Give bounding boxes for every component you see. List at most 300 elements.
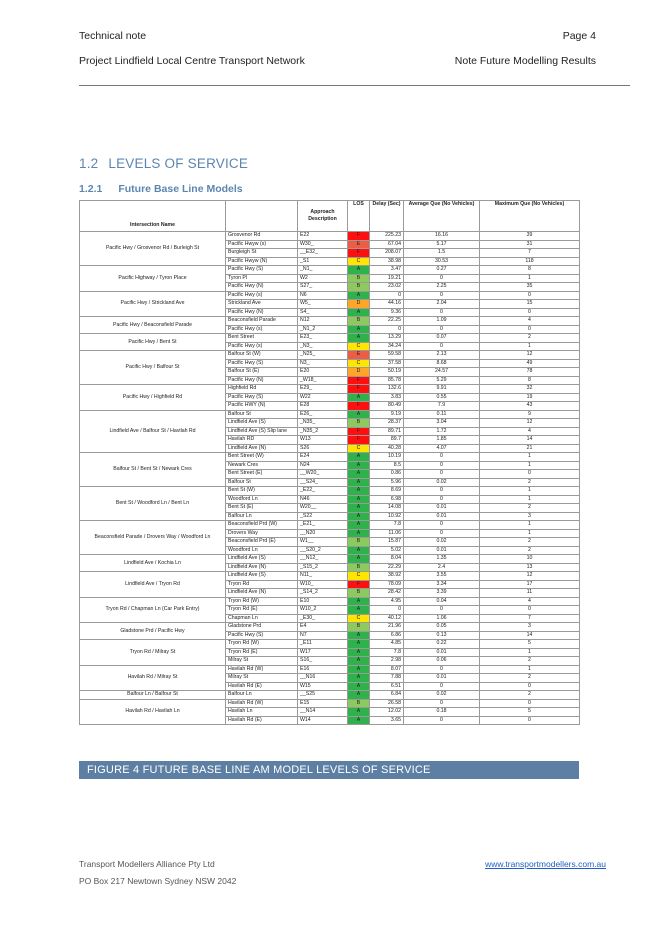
avg-queue-cell: 1.35 [404,555,480,564]
approach-code-cell: S26 [298,444,348,453]
avg-queue-cell: 0 [404,606,480,615]
los-cell: E [348,351,370,360]
approach-code-cell: N11_ [298,572,348,581]
approach-code-cell: _E22_ [298,487,348,496]
intersection-name-cell: Pacific Hwy / Bent St [80,334,226,351]
intersection-name-cell: Havilah Rd / Milray St [80,665,226,691]
max-queue-cell: 11 [480,589,580,598]
los-cell: B [348,589,370,598]
approach-code-cell: W20__ [298,504,348,513]
intersection-name-cell: Pacific Hwy / Beaconsfield Parade [80,317,226,334]
avg-queue-cell: 4.07 [404,444,480,453]
avg-queue-cell: 0.02 [404,538,480,547]
approach-road-cell: Bent St (E) [226,504,298,513]
approach-code-cell: _S1 [298,257,348,266]
approach-road-cell: Balfour St [226,478,298,487]
los-cell: F [348,580,370,589]
max-queue-cell: 2 [480,504,580,513]
approach-road-cell: Lindfield Ave (N) [226,589,298,598]
avg-queue-cell: 3.04 [404,419,480,428]
avg-queue-cell: 5.29 [404,376,480,385]
table-row [80,351,580,360]
approach-road-cell: Lindfield Ave (S) [226,555,298,564]
approach-road-cell: Bent Street [226,334,298,343]
los-cell: A [348,546,370,555]
delay-cell: 8.5 [370,461,404,470]
intersection-name-cell: Gladstone Prd / Pacific Hwy [80,623,226,640]
approach-road-cell: Balfour Ln [226,691,298,700]
los-cell: B [348,623,370,632]
table-row [80,640,580,649]
delay-cell: 0 [370,606,404,615]
los-cell: D [348,300,370,309]
los-cell: A [348,708,370,717]
approach-road-cell: Balfour Ln [226,512,298,521]
max-queue-cell: 0 [480,716,580,725]
table-row [80,266,580,275]
footer-company: Transport Modellers Alliance Pty Ltd [79,859,215,869]
delay-cell: 6.98 [370,495,404,504]
approach-code-cell: W2 [298,274,348,283]
delay-cell: 89.71 [370,427,404,436]
avg-queue-cell: 0 [404,699,480,708]
los-cell: A [348,478,370,487]
approach-road-cell: Pacific HWY (N) [226,402,298,411]
max-queue-cell: 1 [480,274,580,283]
los-cell: C [348,614,370,623]
delay-cell: 44.16 [370,300,404,309]
avg-queue-cell: 5.17 [404,240,480,249]
max-queue-cell: 1 [480,487,580,496]
approach-code-cell: S4_ [298,308,348,317]
delay-cell: 11.06 [370,529,404,538]
max-queue-cell: 0 [480,682,580,691]
delay-cell: 13.29 [370,334,404,343]
table-row [80,232,580,241]
approach-code-cell: _N35_2 [298,427,348,436]
delay-cell: 8.04 [370,555,404,564]
max-queue-cell: 78 [480,368,580,377]
los-cell: C [348,572,370,581]
approach-code-cell: W10_2 [298,606,348,615]
approach-code-cell: __S20_2 [298,546,348,555]
approach-code-cell: _N35_ [298,419,348,428]
los-cell: A [348,597,370,606]
approach-code-cell: W14 [298,716,348,725]
delay-cell: 22.25 [370,317,404,326]
table-row [80,691,580,700]
table-row [80,385,580,394]
col-header-los: LOS [348,201,370,232]
avg-queue-cell: 3.34 [404,580,480,589]
approach-road-cell: Pacific Hwy (S) [226,393,298,402]
los-cell: A [348,631,370,640]
approach-code-cell: _S15_2 [298,563,348,572]
project-title: Project Lindfield Local Centre Transport Network [79,55,305,67]
delay-cell: 89.7 [370,436,404,445]
los-cell: A [348,657,370,666]
max-queue-cell: 9 [480,410,580,419]
delay-cell: 8.07 [370,665,404,674]
approach-code-cell: __N16 [298,674,348,683]
table-row [80,572,580,581]
los-cell: F [348,385,370,394]
col-header-delay: Delay (Sec) [370,201,404,232]
avg-queue-cell: 0.27 [404,266,480,275]
approach-road-cell: Havilah RD [226,436,298,445]
delay-cell: 3.83 [370,393,404,402]
avg-queue-cell: 1.09 [404,317,480,326]
los-cell: A [348,682,370,691]
approach-code-cell: N24 [298,461,348,470]
approach-road-cell: Tryon Rd (E) [226,606,298,615]
approach-road-cell: Havilah Ln [226,708,298,717]
delay-cell: 50.19 [370,368,404,377]
max-queue-cell: 19 [480,393,580,402]
delay-cell: 15.87 [370,538,404,547]
max-queue-cell: 4 [480,317,580,326]
los-cell: F [348,249,370,258]
approach-code-cell: N46 [298,495,348,504]
approach-road-cell: Lindfield Ave (S) [226,572,298,581]
max-queue-cell: 2 [480,674,580,683]
intersection-name-cell: Lindfield Ave / Balfour St / Havilah Rd [80,410,226,453]
subsection-number: 1.2.1 [79,183,103,195]
approach-code-cell: _E21_ [298,521,348,530]
avg-queue-cell: 2.25 [404,283,480,292]
los-cell: A [348,308,370,317]
intersection-name-cell: Bent St / Woodford Ln / Bent Ln [80,487,226,521]
table-row [80,317,580,326]
delay-cell: 0 [370,325,404,334]
table-row [80,410,580,419]
approach-road-cell: Gladstone Prd [226,623,298,632]
max-queue-cell: 31 [480,240,580,249]
footer-website-link[interactable]: www.transportmodellers.com.au [485,859,606,869]
los-cell: A [348,495,370,504]
intersection-name-cell: Balfour Ln / Balfour St [80,691,226,700]
los-cell: B [348,699,370,708]
delay-cell: 3.65 [370,716,404,725]
note-title: Note Future Modelling Results [454,55,596,67]
approach-road-cell: Havilah Rd (W) [226,699,298,708]
max-queue-cell: 14 [480,631,580,640]
approach-code-cell: W30_ [298,240,348,249]
table-row [80,521,580,530]
max-queue-cell: 2 [480,478,580,487]
avg-queue-cell: 0.02 [404,478,480,487]
max-queue-cell: 5 [480,640,580,649]
max-queue-cell: 8 [480,266,580,275]
approach-code-cell: N12 [298,317,348,326]
approach-road-cell: Pacific Hwyw (s) [226,240,298,249]
approach-code-cell: __N12_ [298,555,348,564]
avg-queue-cell: 0 [404,665,480,674]
approach-road-cell: Lindfield Ave (S) [226,419,298,428]
approach-road-cell: Newark Cres [226,461,298,470]
approach-road-cell: Pacific Hwy (S) [226,359,298,368]
max-queue-cell: 15 [480,300,580,309]
delay-cell: 26.58 [370,699,404,708]
max-queue-cell: 1 [480,665,580,674]
delay-cell: 132.6 [370,385,404,394]
avg-queue-cell: 0.55 [404,393,480,402]
max-queue-cell: 2 [480,538,580,547]
approach-code-cell: E4 [298,623,348,632]
delay-cell: 7.8 [370,648,404,657]
los-cell: A [348,487,370,496]
los-cell: F [348,376,370,385]
delay-cell: 3.47 [370,266,404,275]
los-cell: A [348,648,370,657]
avg-queue-cell: 1.72 [404,427,480,436]
delay-cell: 9.19 [370,410,404,419]
avg-queue-cell: 0 [404,461,480,470]
approach-code-cell: S16_ [298,657,348,666]
delay-cell: 7.8 [370,521,404,530]
delay-cell: 28.42 [370,589,404,598]
los-cell: C [348,342,370,351]
avg-queue-cell: 0 [404,495,480,504]
delay-cell: 9.36 [370,308,404,317]
intersection-name-cell: Havilah Rd / Havilah Ln [80,699,226,725]
approach-code-cell: _N1_2 [298,325,348,334]
delay-cell: 19.21 [370,274,404,283]
delay-cell: 2.98 [370,657,404,666]
avg-queue-cell: 3.55 [404,572,480,581]
approach-road-cell: Pacific Hwy (s) [226,291,298,300]
approach-code-cell: _E30_ [298,614,348,623]
max-queue-cell: 12 [480,419,580,428]
approach-road-cell: Tryon Rd (W) [226,640,298,649]
delay-cell: 85.78 [370,376,404,385]
approach-code-cell: W5_ [298,300,348,309]
max-queue-cell: 2 [480,691,580,700]
max-queue-cell: 118 [480,257,580,266]
max-queue-cell: 39 [480,232,580,241]
avg-queue-cell: 0.01 [404,504,480,513]
approach-road-cell: Havilah Rd (E) [226,716,298,725]
approach-road-cell: Pacific Hwy (S) [226,631,298,640]
approach-road-cell: Tryon Rd (W) [226,597,298,606]
approach-code-cell: W22 [298,393,348,402]
subsection-heading [79,183,243,195]
avg-queue-cell: 3.39 [404,589,480,598]
approach-code-cell: __W20_ [298,470,348,479]
approach-road-cell: Drovers Way [226,529,298,538]
los-cell: F [348,402,370,411]
los-cell: A [348,470,370,479]
max-queue-cell: 12 [480,351,580,360]
intersection-name-cell: Tryon Rd / Milray St [80,640,226,666]
los-cell: A [348,716,370,725]
delay-cell: 4.95 [370,597,404,606]
max-queue-cell: 1 [480,461,580,470]
los-cell: A [348,393,370,402]
approach-code-cell: _E11 [298,640,348,649]
intersection-name-cell: Pacific Highway / Tyron Place [80,266,226,292]
doc-type-label: Technical note [79,30,147,42]
los-cell: C [348,257,370,266]
approach-road-cell: Havilah Rd (W) [226,665,298,674]
header-divider [79,85,630,86]
los-cell: C [348,359,370,368]
approach-road-cell: Balfour St (E) [226,368,298,377]
approach-code-cell: __S25 [298,691,348,700]
avg-queue-cell: 0.01 [404,648,480,657]
los-cell: B [348,283,370,292]
max-queue-cell: 0 [480,606,580,615]
avg-queue-cell: 0.01 [404,512,480,521]
page-number: Page 4 [562,30,596,42]
delay-cell: 10.92 [370,512,404,521]
avg-queue-cell: 24.57 [404,368,480,377]
delay-cell: 40.12 [370,614,404,623]
delay-cell: 14.08 [370,504,404,513]
los-cell: A [348,461,370,470]
table-row [80,291,580,300]
max-queue-cell: 8 [480,376,580,385]
los-cell: A [348,529,370,538]
los-cell: F [348,427,370,436]
approach-code-cell: E22 [298,232,348,241]
avg-queue-cell: 0.11 [404,410,480,419]
max-queue-cell: 49 [480,359,580,368]
los-cell: B [348,317,370,326]
approach-road-cell: Balfour St (W) [226,351,298,360]
delay-cell: 80.49 [370,402,404,411]
delay-cell: 40.28 [370,444,404,453]
max-queue-cell: 43 [480,402,580,411]
approach-code-cell: __N14 [298,708,348,717]
avg-queue-cell: 9.91 [404,385,480,394]
los-cell: A [348,512,370,521]
approach-road-cell: Lindfield Ave (N) [226,563,298,572]
table-row [80,623,580,632]
avg-queue-cell: 0 [404,716,480,725]
approach-code-cell: E24 [298,453,348,462]
approach-code-cell: N7 [298,631,348,640]
approach-road-cell: Havilah Rd (E) [226,682,298,691]
footer-address: PO Box 217 Newtown Sydney NSW 2042 [79,876,237,886]
avg-queue-cell: 0 [404,453,480,462]
table-body [80,232,580,725]
los-table-container [79,200,579,725]
delay-cell: 5.02 [370,546,404,555]
approach-code-cell: E16 [298,665,348,674]
table-row [80,699,580,708]
approach-code-cell: E10 [298,597,348,606]
approach-road-cell: Beaconsfield Prd (W) [226,521,298,530]
approach-code-cell: E26_ [298,410,348,419]
los-cell: A [348,504,370,513]
avg-queue-cell: 0 [404,274,480,283]
approach-road-cell: Beaconsfield Prd (E) [226,538,298,547]
approach-code-cell: E28 [298,402,348,411]
los-cell: D [348,368,370,377]
table-row [80,555,580,564]
los-cell: A [348,334,370,343]
delay-cell: 10.19 [370,453,404,462]
los-cell: B [348,274,370,283]
table-row [80,665,580,674]
avg-queue-cell: 1.5 [404,249,480,258]
max-queue-cell: 2 [480,657,580,666]
intersection-name-cell: Balfour St / Bent St / Newark Cres [80,453,226,487]
approach-code-cell: E20 [298,368,348,377]
approach-code-cell: _S14_2 [298,589,348,598]
approach-road-cell: Pacific Hwy (s) [226,342,298,351]
approach-code-cell: W15 [298,682,348,691]
max-queue-cell: 21 [480,444,580,453]
intersection-name-cell: Lindfield Ave / Kochia Ln [80,555,226,572]
approach-code-cell: _S22 [298,512,348,521]
table-row [80,597,580,606]
los-cell: A [348,521,370,530]
approach-road-cell: Bent Street (E) [226,470,298,479]
approach-road-cell: Pacific Hwy (N) [226,308,298,317]
intersection-name-cell: Pacific Hwy / Highfield Rd [80,385,226,411]
max-queue-cell: 7 [480,614,580,623]
delay-cell: 21.96 [370,623,404,632]
max-queue-cell: 10 [480,555,580,564]
approach-code-cell: _N25_ [298,351,348,360]
col-header-max-queue: Maximum Que (No Vehicles) [480,201,580,232]
max-queue-cell: 1 [480,521,580,530]
approach-code-cell: __S24_ [298,478,348,487]
max-queue-cell: 0 [480,325,580,334]
delay-cell: 22.29 [370,563,404,572]
table-row [80,453,580,462]
delay-cell: 0 [370,291,404,300]
avg-queue-cell: 0.02 [404,691,480,700]
col-header-avg-queue: Average Que (No Vehicles) [404,201,480,232]
subsection-title: Future Base Line Models [118,183,243,195]
approach-road-cell: Pacific Hwy (s) [226,325,298,334]
approach-road-cell: Pacific Hwy (N) [226,283,298,292]
max-queue-cell: 4 [480,597,580,606]
approach-road-cell: Lindfield Ave (N) [226,444,298,453]
delay-cell: 225.23 [370,232,404,241]
los-table [79,200,580,725]
delay-cell: 38.92 [370,572,404,581]
los-cell: C [348,444,370,453]
delay-cell: 208.07 [370,249,404,258]
delay-cell: 0.86 [370,470,404,479]
approach-road-cell: Bent Street (W) [226,453,298,462]
delay-cell: 12.02 [370,708,404,717]
approach-road-cell: Grosvenor Rd [226,232,298,241]
delay-cell: 7.88 [370,674,404,683]
approach-road-cell: Pacific Hwy (N) [226,376,298,385]
delay-cell: 38.98 [370,257,404,266]
los-cell: A [348,266,370,275]
avg-queue-cell: 0 [404,325,480,334]
section-heading [79,156,258,171]
avg-queue-cell: 0 [404,470,480,479]
max-queue-cell: 0 [480,308,580,317]
approach-road-cell: Burgleigh St [226,249,298,258]
max-queue-cell: 1 [480,495,580,504]
approach-code-cell: _W18_ [298,376,348,385]
max-queue-cell: 1 [480,342,580,351]
avg-queue-cell: 1.85 [404,436,480,445]
los-cell: A [348,555,370,564]
section-title: LEVELS OF SERVICE [108,156,249,171]
los-cell: A [348,291,370,300]
col-header-approach-road [226,201,298,232]
intersection-name-cell: Tryon Rd / Chapman Ln (Car Park Entry) [80,597,226,623]
